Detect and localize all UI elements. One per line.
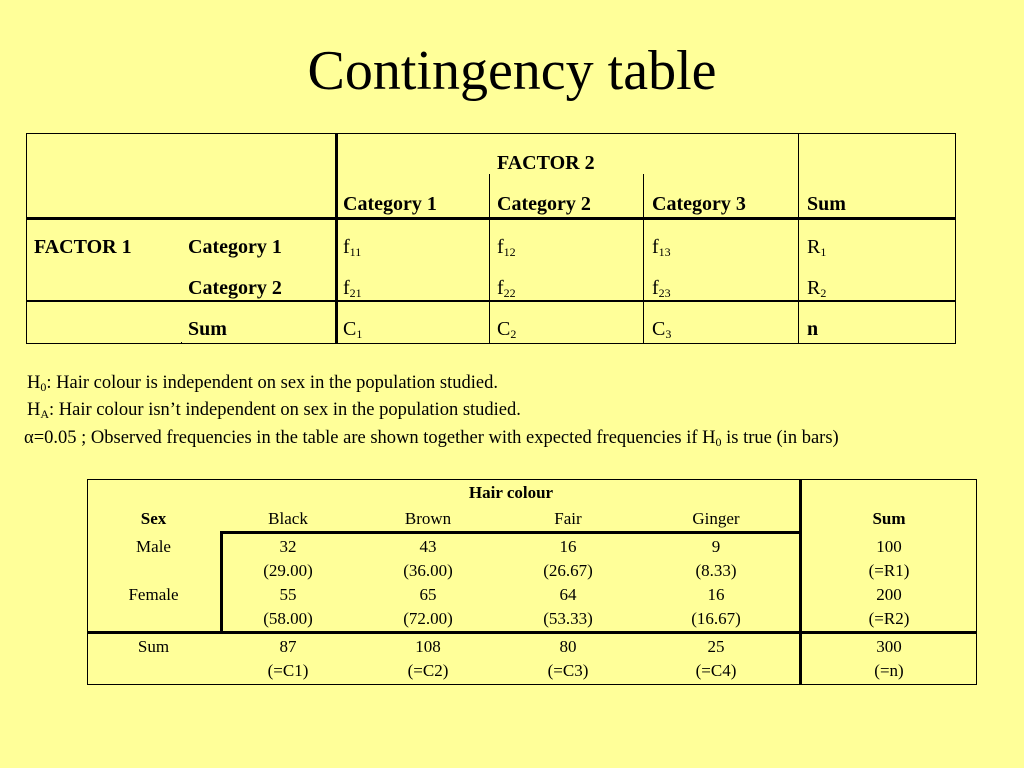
table-cell: $R_1$ (807, 236, 827, 259)
column-sum: 25 (707, 637, 725, 656)
expected-cell: (16.67) (691, 609, 741, 628)
column-sum: 80 (559, 637, 577, 656)
column-sum-note: (=C3) (547, 661, 589, 680)
row-label: Category 1 (188, 236, 282, 258)
column-sum-note: (=C1) (267, 661, 309, 680)
column-sum-note: (=C2) (407, 661, 449, 680)
sum-row-label: Sum (188, 318, 227, 340)
col-header-sum: Sum (872, 509, 906, 528)
row-label: Female (128, 585, 179, 604)
group-header: Hair colour (468, 483, 554, 502)
table-cell: $C_3$ (652, 318, 672, 341)
table-cell: $f_{11}$ (343, 236, 362, 259)
observed-cell: 43 (419, 537, 437, 556)
sum-row-divider (87, 631, 977, 634)
row-sum-note: (=R1) (868, 561, 910, 580)
table-cell: $f_{12}$ (497, 236, 516, 259)
factor2-label: FACTOR 2 (497, 152, 595, 174)
contingency-table-template (26, 133, 956, 344)
column-sum: 108 (415, 637, 441, 656)
table-cell: $C_2$ (497, 318, 517, 341)
grand-total: 300 (876, 637, 902, 656)
row-label: Category 2 (188, 277, 282, 299)
col-header: Brown (404, 509, 452, 528)
expected-cell: (72.00) (403, 609, 453, 628)
alpha-statement: α=0.05 ; Observed frequencies in the table are shown together with expected frequencies if $H_0$ is true (in bars) (24, 428, 839, 449)
col-header: Category 2 (497, 193, 591, 215)
expected-cell: (58.00) (263, 609, 313, 628)
table-cell: $C_1$ (343, 318, 363, 341)
col-header-sum: Sum (807, 193, 846, 215)
slide-title: Contingency table (307, 40, 717, 102)
col-header: Category 1 (343, 193, 437, 215)
col-header: Category 3 (652, 193, 746, 215)
expected-cell: (53.33) (543, 609, 593, 628)
table-cell: $f_{22}$ (497, 277, 516, 300)
table-cell-total: n (807, 318, 819, 340)
row-label: Male (136, 537, 171, 556)
row-header: Sex (140, 509, 167, 528)
observed-cell: 9 (711, 537, 721, 556)
grand-total-note: (=n) (874, 661, 904, 680)
observed-cell: 65 (419, 585, 437, 604)
observed-cell: 16 (707, 585, 725, 604)
observed-cell: 55 (279, 585, 297, 604)
table-cell: $f_{21}$ (343, 277, 362, 300)
row-sum: 100 (876, 537, 902, 556)
hair-colour-table (87, 479, 977, 685)
observed-cell: 16 (559, 537, 577, 556)
col-header: Ginger (692, 509, 740, 528)
header-divider (220, 531, 802, 534)
column-sum: 87 (279, 637, 297, 656)
table-cell: $R_2$ (807, 277, 827, 300)
observed-cell: 32 (279, 537, 297, 556)
row-sum-note: (=R2) (868, 609, 910, 628)
row-sum: 200 (876, 585, 902, 604)
col-header: Fair (554, 509, 582, 528)
table-cell: $f_{23}$ (652, 277, 671, 300)
row-divider (26, 300, 181, 301)
observed-cell: 64 (559, 585, 577, 604)
expected-cell: (29.00) (263, 561, 313, 580)
column-sum-note: (=C4) (695, 661, 737, 680)
expected-cell: (26.67) (543, 561, 593, 580)
hypothesis-null: $H_0$: Hair colour is independent on sex in the population studied. (27, 373, 498, 394)
expected-cell: (36.00) (403, 561, 453, 580)
col-header: Black (268, 509, 308, 528)
table-cell: $f_{13}$ (652, 236, 671, 259)
factor1-label: FACTOR 1 (34, 236, 132, 258)
hypothesis-alternative: $H_A$: Hair colour isn’t independent on sex in the population studied. (27, 400, 521, 421)
expected-cell: (8.33) (695, 561, 737, 580)
sum-row-label: Sum (137, 637, 170, 656)
